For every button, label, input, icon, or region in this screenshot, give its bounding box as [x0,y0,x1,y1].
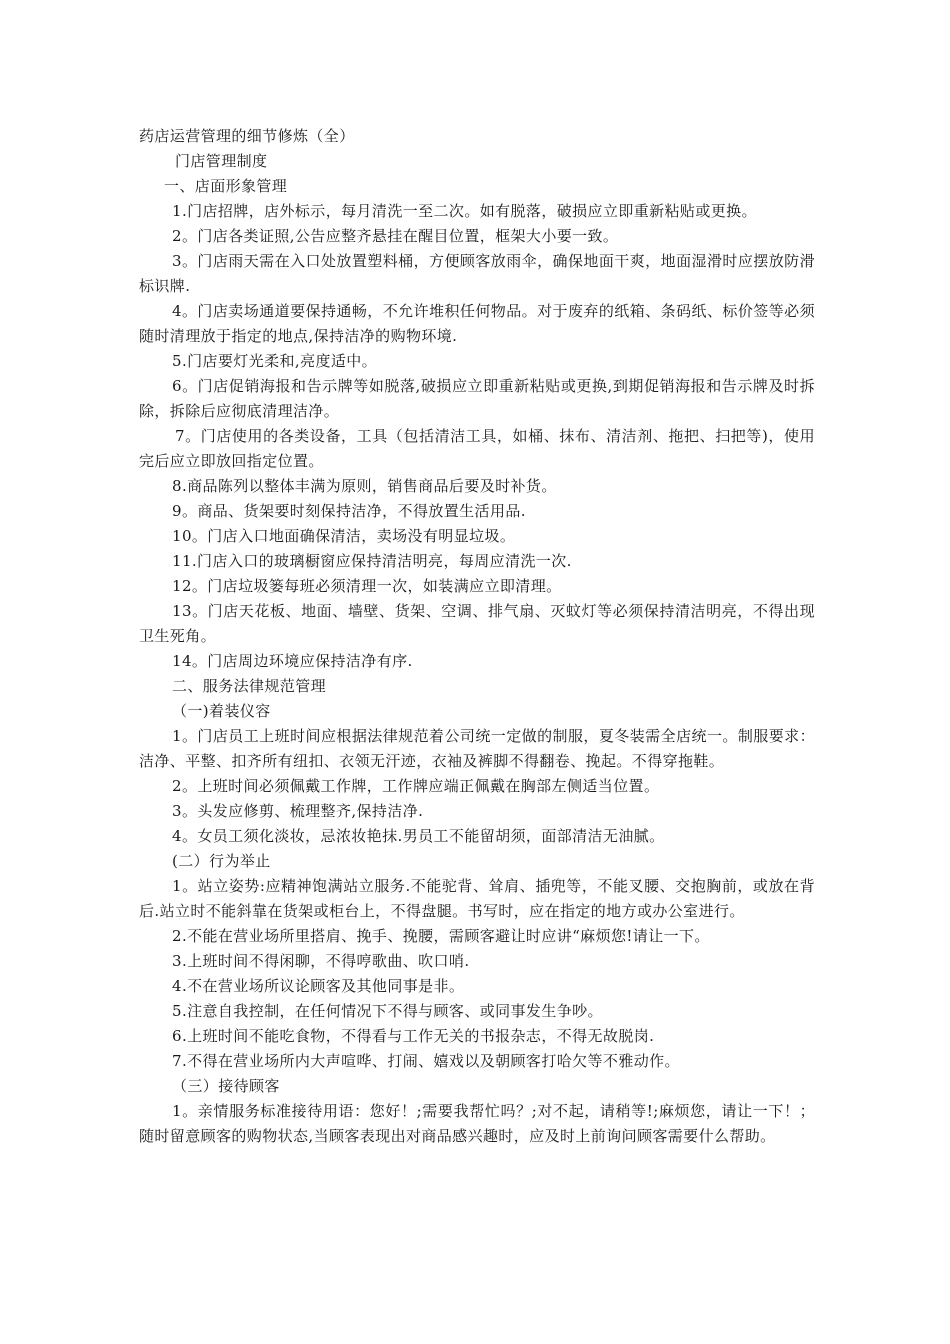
list-item: 4.不在营业场所议论顾客及其他同事是非。 [172,977,465,995]
list-item: 1。亲情服务标准接待用语：您好！;需要我帮忙吗？;对不起，请稍等!;麻烦您，请让一下！；随时留意顾客的购物状态,当顾客表现出对商品感兴趣时，应及时上前询问顾客需要什么帮助。 [139,1102,815,1145]
section-heading: 一、店面形象管理 [164,177,288,195]
list-item: 5.门店要灯光柔和,亮度适中。 [172,352,378,370]
list-item: 3.上班时间不得闲聊，不得哼歌曲、吹口哨. [172,952,470,970]
list-item: 7.不得在营业场所内大声喧哗、打闹、嬉戏以及朝顾客打哈欠等不雅动作。 [172,1052,680,1070]
doc-title: 药店运营管理的细节修炼（全） [139,127,355,145]
list-item: 11.门店入口的玻璃橱窗应保持清洁明亮，每周应清洗一次. [172,552,572,570]
list-item: 2。门店各类证照,公告应整齐悬挂在醒目位置，框架大小要一致。 [172,227,619,245]
list-item: 1。门店员工上班时间应根据法律规范着公司统一定做的制服，夏冬装需全店统一。制服要求：洁净、平整、扣齐所有纽扣、衣领无汗迹，衣袖及裤脚不得翻卷、挽起。不得穿拖鞋。 [139,727,815,770]
section-heading: 二、服务法律规范管理 [172,677,327,695]
list-item: 6。门店促销海报和告示牌等如脱落,破损应立即重新粘贴或更换,到期促销海报和告示牌及时拆除，拆除后应彻底清理洁净。 [139,377,815,420]
subsection-heading: (二）行为举止 [172,852,271,870]
list-item: 6.上班时间不能吃食物，不得看与工作无关的书报杂志，不得无故脱岗. [172,1027,655,1045]
list-item: 10。门店入口地面确保清洁，卖场没有明显垃圾。 [172,527,516,545]
doc-subtitle: 门店管理制度 [175,152,268,170]
list-item: 7。门店使用的各类设备，工具（包括清洁工具，如桶、抹布、清洁剂、拖把、扫把等)，使用完后应立即放回指定位置。 [139,427,815,470]
list-item: 12。门店垃圾篓每班必须清理一次，如装满应立即清理。 [172,577,562,595]
document-body [139,124,815,1149]
list-item: 1.门店招牌，店外标示，每月清洗一至二次。如有脱落，破损应立即重新粘贴或更换。 [172,202,757,220]
list-item: 9。商品、货架要时刻保持洁净，不得放置生活用品. [172,502,526,520]
list-item: 4。门店卖场通道要保持通畅，不允许堆积任何物品。对于废弃的纸箱、条码纸、标价签等必须随时清理放于指定的地点,保持洁净的购物环境. [139,302,815,345]
list-item: 1。站立姿势:应精神饱满站立服务.不能驼背、耸肩、插兜等，不能叉腰、交抱胸前，或放在背后.站立时不能斜靠在货架或柜台上，不得盘腿。书写时，应在指定的地方或办公室进行。 [139,877,815,920]
list-item: 14。门店周边环境应保持洁净有序. [172,652,413,670]
list-item: 3。门店雨天需在入口处放置塑料桶，方便顾客放雨伞，确保地面干爽，地面湿滑时应摆放防滑标识牌. [139,252,815,295]
list-item: 4。女员工须化淡妆，忌浓妆艳抹.男员工不能留胡须，面部清洁无油腻。 [172,827,665,845]
subsection-heading: （三）接待顾客 [172,1077,280,1095]
subsection-heading: （一)着装仪容 [172,702,271,720]
list-item: 13。门店天花板、地面、墙壁、货架、空调、排气扇、灭蚊灯等必须保持清洁明亮，不得出现卫生死角。 [139,602,815,645]
list-item: 3。头发应修剪、梳理整齐,保持洁净. [172,802,424,820]
list-item: 2。上班时间必须佩戴工作牌，工作牌应端正佩戴在胸部左侧适当位置。 [172,777,660,795]
list-item: 5.注意自我控制，在任何情况下不得与顾客、或同事发生争吵。 [172,1002,603,1020]
list-item: 8.商品陈列以整体丰满为原则，销售商品后要及时补货。 [172,477,557,495]
list-item: 2.不能在营业场所里搭肩、挽手、挽腰，需顾客避让时应讲“麻烦您!请让一下。 [172,927,710,945]
